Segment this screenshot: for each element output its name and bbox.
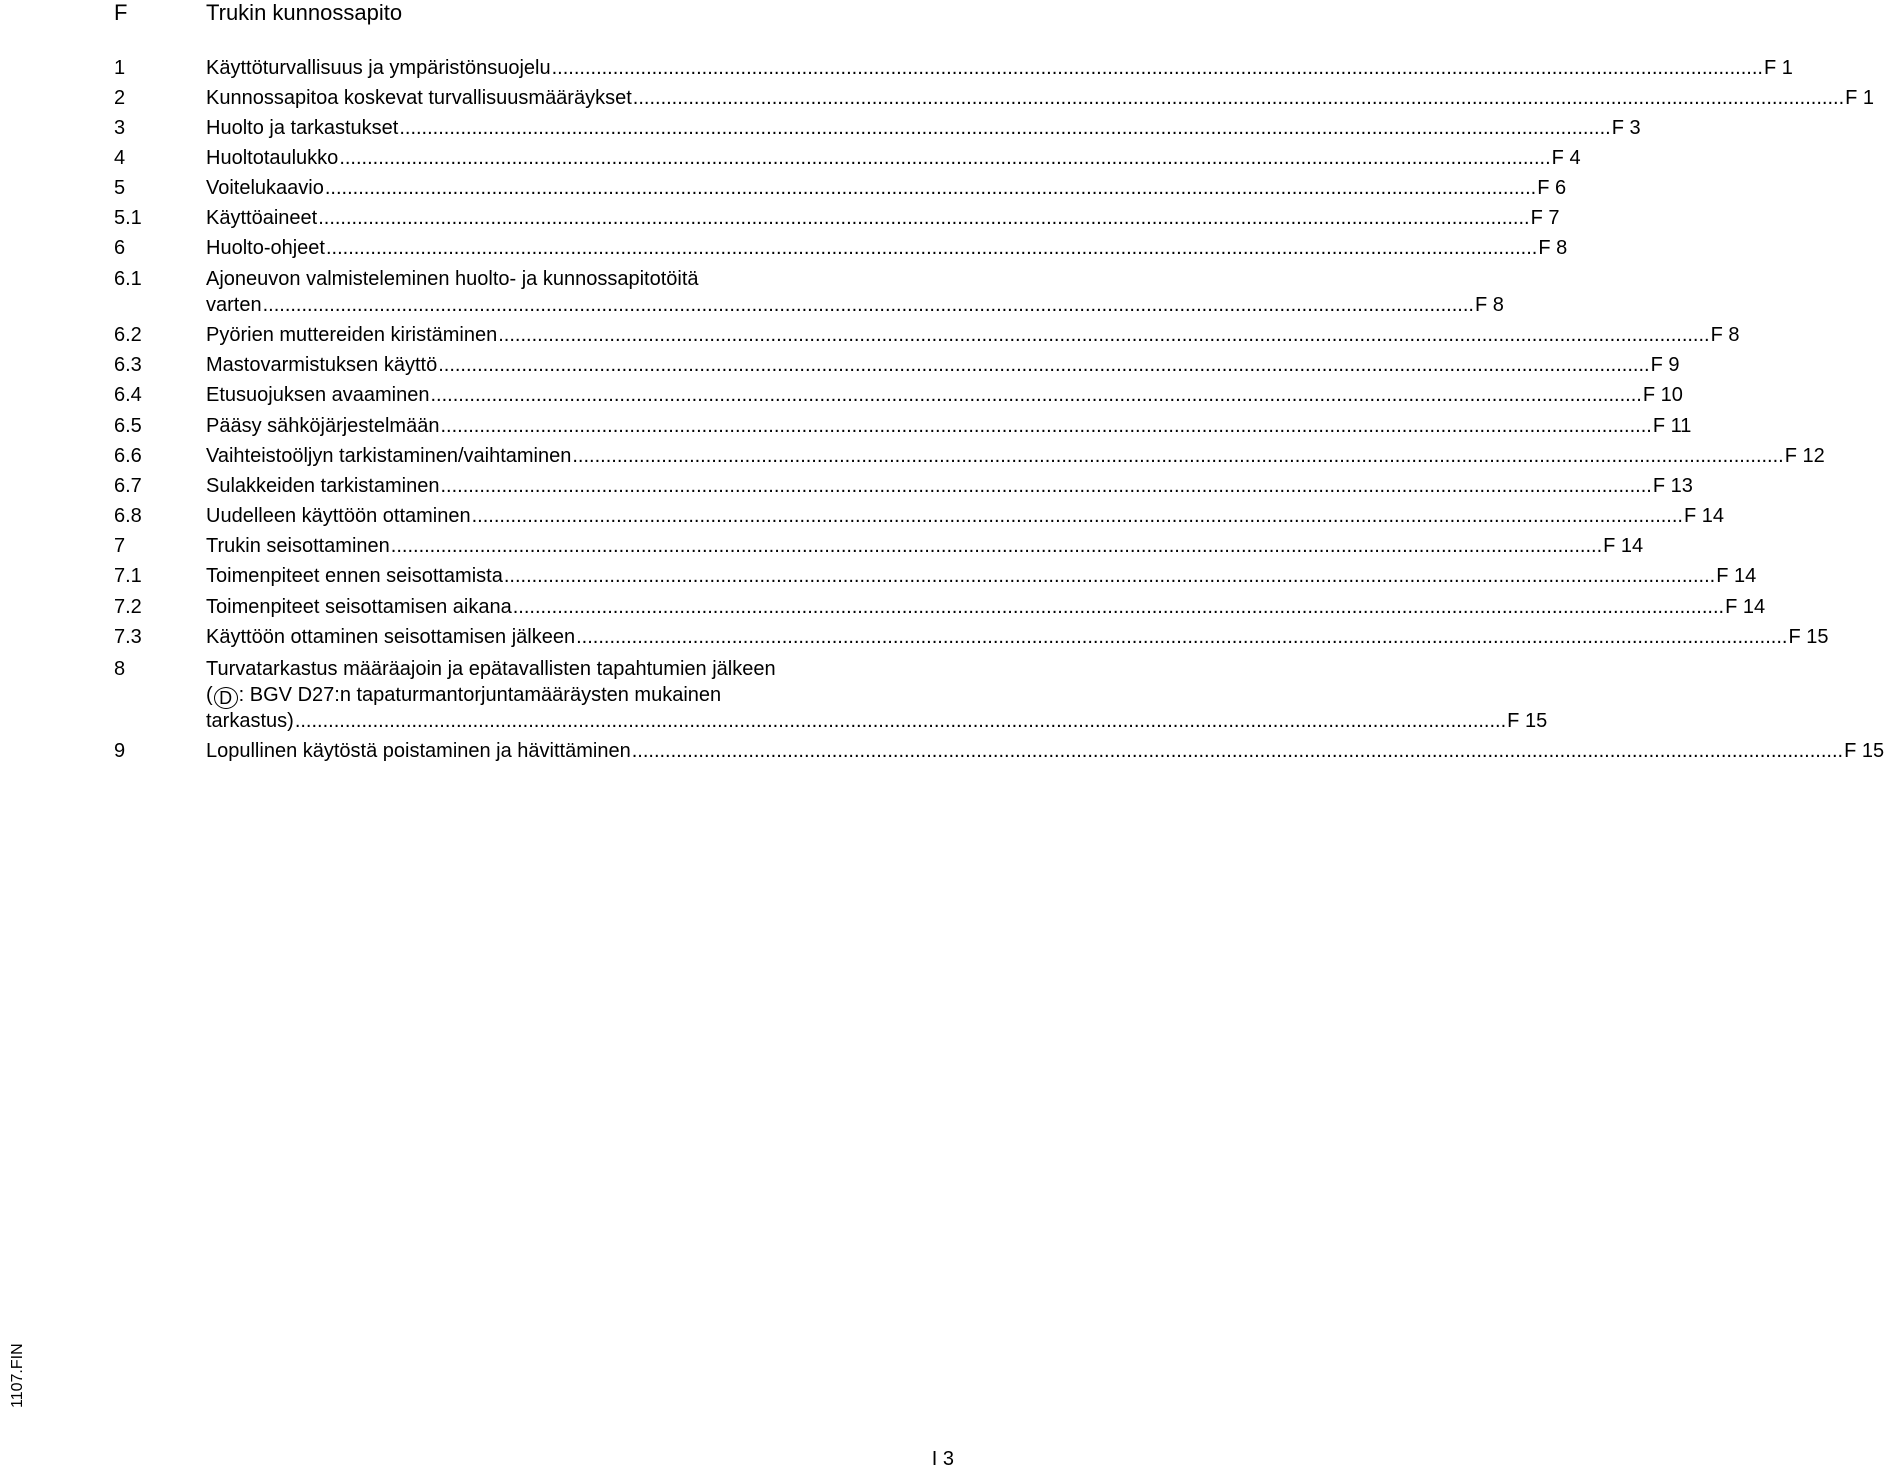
toc-entry-number: 7	[114, 535, 126, 557]
section-letter: F	[114, 0, 128, 25]
dot-leader: ..........................................................................................................................................................................................................................	[503, 565, 1716, 587]
toc-entry-title: Käyttöaineet	[206, 207, 318, 229]
toc-entry-page: F 12	[1784, 445, 1825, 467]
toc-entry-number: 6.3	[114, 354, 142, 376]
toc-entry-page: F 7	[1530, 207, 1560, 229]
dot-leader: ..........................................................................................................................................................................................................................	[325, 237, 1538, 259]
toc-entry-page: F 13	[1652, 475, 1693, 497]
toc-entry-number: 8	[114, 658, 126, 680]
dot-leader: ..........................................................................................................................................................................................................................	[390, 535, 1603, 557]
toc-entry-page: F 14	[1725, 596, 1766, 618]
dot-leader: ..........................................................................................................................................................................................................................	[631, 740, 1844, 762]
toc-entry-page: F 11	[1652, 415, 1692, 437]
toc-entry-number: 6.8	[114, 505, 142, 527]
dot-leader: ..........................................................................................................................................................................................................................	[498, 324, 1710, 346]
toc-entry-page: F 3	[1611, 117, 1641, 139]
toc-entry-number: 9	[114, 740, 126, 762]
toc-entry-title: Huoltotaulukko	[206, 147, 339, 169]
toc-entry-title: Toimenpiteet seisottamisen aikana	[206, 596, 512, 618]
toc-entry-title: Toimenpiteet ennen seisottamista	[206, 565, 503, 587]
document-code: 1107.FIN	[9, 1343, 26, 1408]
toc-entry-page: F 1	[1763, 57, 1793, 79]
dot-leader: ..........................................................................................................................................................................................................................	[399, 117, 1611, 139]
dot-leader: ..........................................................................................................................................................................................................................	[294, 710, 1507, 732]
toc-entry-title: Uudelleen käyttöön ottaminen	[206, 505, 471, 527]
toc-entry-number: 5.1	[114, 207, 142, 229]
dot-leader: ..........................................................................................................................................................................................................................	[632, 87, 1845, 109]
toc-entry-title-line1: Ajoneuvon valmisteleminen huolto- ja kunnossapitotöitä	[206, 268, 699, 290]
toc-entry-title: Mastovarmistuksen käyttö	[206, 354, 438, 376]
toc-entry-page: F 15	[1507, 710, 1548, 732]
toc-entry-title: Huolto-ohjeet	[206, 237, 325, 259]
toc-entry-number: 7.3	[114, 626, 142, 648]
paren-open: (	[206, 684, 213, 706]
page-number: I 3	[931, 1448, 954, 1470]
toc-entry-title: Pyörien muttereiden kiristäminen	[206, 324, 498, 346]
toc-entry-number: 2	[114, 87, 126, 109]
toc-entry-title: varten	[206, 294, 262, 316]
toc-entry-number: 7.2	[114, 596, 142, 618]
toc-entry-number: 6.2	[114, 324, 142, 346]
toc-entry-page: F 4	[1551, 147, 1581, 169]
toc-entry-title: Vaihteistoöljyn tarkistaminen/vaihtaminen	[206, 445, 572, 467]
toc-entry-number: 6.5	[114, 415, 142, 437]
toc-entry-page: F 1	[1845, 87, 1875, 109]
toc-entry-number: 6.1	[114, 268, 142, 290]
toc-entry-number: 3	[114, 117, 126, 139]
toc-entry-number: 5	[114, 177, 126, 199]
toc-entry-title: tarkastus)	[206, 710, 294, 732]
toc-entry-page: F 8	[1474, 294, 1504, 316]
toc-entry-title: Etusuojuksen avaaminen	[206, 384, 430, 406]
dot-leader: ..........................................................................................................................................................................................................................	[471, 505, 1683, 527]
dot-leader: ..........................................................................................................................................................................................................................	[576, 626, 1788, 648]
toc-entry-page: F 14	[1603, 535, 1644, 557]
country-code-d-icon: D	[214, 687, 238, 709]
toc-entry-number: 6	[114, 237, 126, 259]
dot-leader: ..........................................................................................................................................................................................................................	[262, 294, 1474, 316]
dot-leader: ..........................................................................................................................................................................................................................	[440, 415, 1652, 437]
toc-entry-number: 6.6	[114, 445, 142, 467]
toc-entry-title: Voitelukaavio	[206, 177, 324, 199]
toc-entry-number: 6.7	[114, 475, 142, 497]
toc-entry-number: 1	[114, 57, 126, 79]
toc-entry-page: F 8	[1710, 324, 1740, 346]
toc-entry-title: Huolto ja tarkastukset	[206, 117, 399, 139]
toc-entry-title-line2-text: : BGV D27:n tapaturmantorjuntamääräysten mukainen	[238, 684, 722, 706]
toc-entry-title: Trukin seisottaminen	[206, 535, 390, 557]
dot-leader: ..........................................................................................................................................................................................................................	[438, 354, 1650, 376]
toc-entry-title: Käyttöturvallisuus ja ympäristönsuojelu	[206, 57, 551, 79]
toc-entry-number: 7.1	[114, 565, 142, 587]
dot-leader: ..........................................................................................................................................................................................................................	[339, 147, 1551, 169]
dot-leader: ..........................................................................................................................................................................................................................	[430, 384, 1642, 406]
toc-entry-title: Pääsy sähköjärjestelmään	[206, 415, 440, 437]
toc-entry-title-line1: Turvatarkastus määräajoin ja epätavallisten tapahtumien jälkeen	[206, 658, 776, 680]
dot-leader: ..........................................................................................................................................................................................................................	[572, 445, 1784, 467]
toc-entry-page: F 10	[1642, 384, 1683, 406]
toc-entry-title: Lopullinen käytöstä poistaminen ja hävittäminen	[206, 740, 631, 762]
dot-leader: ..........................................................................................................................................................................................................................	[440, 475, 1652, 497]
toc-entry-page: F 8	[1538, 237, 1568, 259]
toc-entry-page: F 14	[1683, 505, 1725, 527]
dot-leader: ..........................................................................................................................................................................................................................	[324, 177, 1537, 199]
toc-entry-title-line2	[206, 682, 908, 708]
toc-entry-page: F 6	[1537, 177, 1567, 199]
toc-entry-title: Sulakkeiden tarkistaminen	[206, 475, 440, 497]
toc-entry-page: F 15	[1788, 626, 1829, 648]
dot-leader: ..........................................................................................................................................................................................................................	[551, 57, 1763, 79]
section-title: Trukin kunnossapito	[206, 0, 403, 25]
toc-entry-title: Kunnossapitoa koskevat turvallisuusmääräykset	[206, 87, 632, 109]
dot-leader: ..........................................................................................................................................................................................................................	[512, 596, 1725, 618]
toc-entry-number: 6.4	[114, 384, 142, 406]
toc-entry-page: F 15	[1844, 740, 1884, 762]
toc-entry-page: F 14	[1716, 565, 1757, 587]
dot-leader: ..........................................................................................................................................................................................................................	[318, 207, 1530, 229]
toc-entry-title: Käyttöön ottaminen seisottamisen jälkeen	[206, 626, 576, 648]
toc-entry-number: 4	[114, 147, 126, 169]
toc-entry-page: F 9	[1650, 354, 1680, 376]
